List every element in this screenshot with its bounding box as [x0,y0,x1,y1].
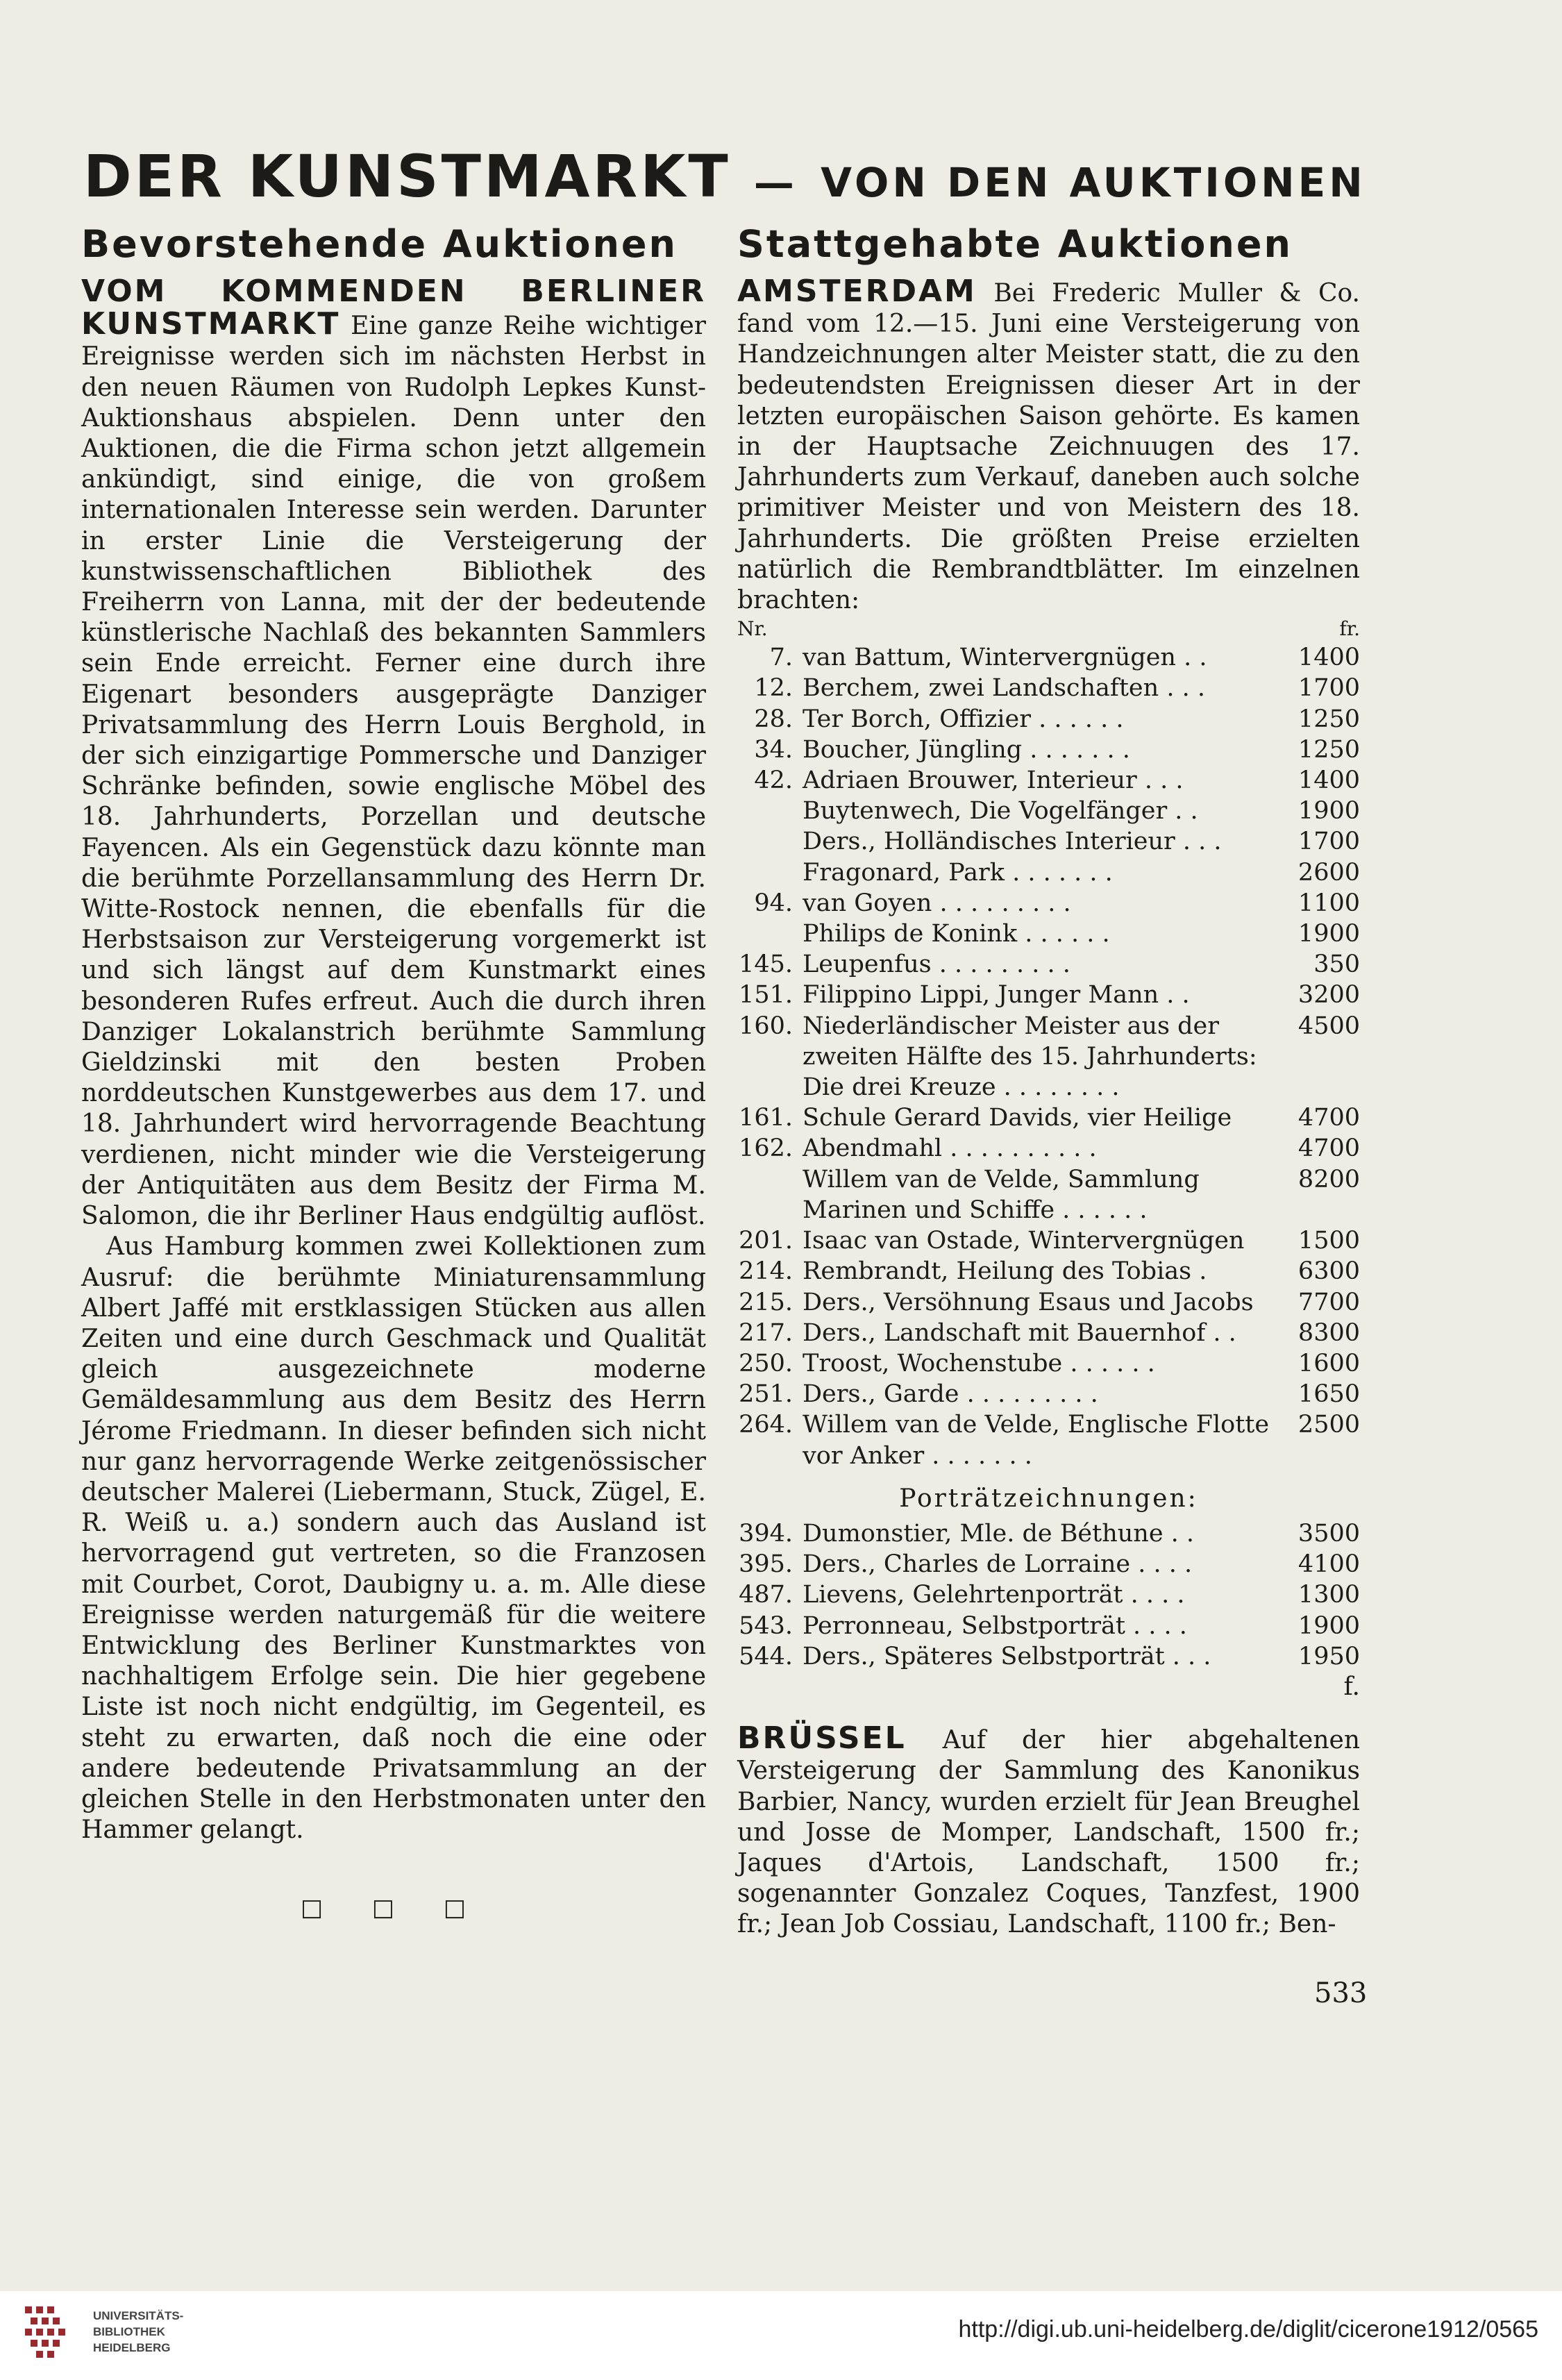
lot-number: 251. [739,1380,793,1409]
lot-number: 214. [739,1257,793,1286]
lot-description: Ders., Landschaft mit Bauernhof . . [803,1318,1236,1347]
lot-number: 161. [739,1104,793,1132]
table-row [737,980,1360,1010]
lot-price: 2600 [1298,858,1360,887]
table-row [737,704,1360,735]
table-row [737,1256,1360,1287]
lot-price: 1250 [1298,705,1360,733]
lot-description: Abendmahl . . . . . . . . . . [803,1134,1097,1163]
table-row [737,1641,1360,1672]
article-amsterdam [737,276,1360,616]
article-brussel-text: Auf der hier abgehaltenen Versteigerung der Sammlung des Kanonikus Barbier, Nancy, wurden erzielt für Jean Breughel und Josse de Momper, Landschaft, 1500 fr.; Jaques d'Artois, Landschaft, 1500 fr.; sogenannter Gonzalez Coques, Tanzfest, 1900 fr.; Jean Job Cossiau, Landschaft, 1100 fr.; Ben- [737,1726,1360,1939]
lot-number: 34. [754,735,793,764]
article-berlin-text: Eine ganze Reihe wichtiger Ereignisse werden sich im nächsten Herbst in den neuen Räumen von Rudolph Lepkes Kunst-Auktionshaus abspielen. Denn unter den Auktionen, die die Firma schon jetzt allgemein ankündigt, sind einige, die von großem internationalen Interesse sein werden. Darunter in erster Linie die Versteigerung der kunstwissenschaftlichen Bibliothek des Freiherrn von Lanna, mit der der bedeutende künstlerische Nachlaß des bekannten Sammlers sein Ende erreicht. Ferner eine durch ihre Eigenart besonders ausgeprägte Danziger Privatsammlung des Herrn Louis Berghold, in der sich einzigartige Pommersche und Danziger Schränke befinden, sowie englische Möbel des 18. Jahrhunderts, Porzellan und deutsche Fayencen. Als ein Gegenstück dazu könnte man die berühmte Porzellansammlung des Herrn Dr. Witte-Rostock nennen, die ebenfalls für die Herbstsaison zur Versteigerung vorgemerkt ist und sich längst auf dem Kunstmarkt eines besonderen Rufes erfreut. Auch die durch ihren Danziger Lokalanstrich berühmte Sammlung Gieldzinski mit den besten Proben norddeutschen Kunstgewerbes aus dem 17. und 18. Jahrhundert wird hervorragende Beachtung verdienen, nicht minder wie die Versteigerung der Antiquitäten aus dem Besitz der Firma M. Salomon, die ihr Berliner Haus endgültig auflöst. [81,312,706,1231]
lot-number: 160. [739,1012,793,1040]
lot-number: 544. [739,1642,793,1670]
title-separator: — [753,159,798,206]
table-row [737,1549,1360,1579]
lot-number: 201. [739,1227,793,1255]
lot-description: Willem van de Velde, Sammlung Marinen und Schiffe . . . . . . [803,1165,1200,1224]
lot-price: 350 [1313,950,1360,979]
lot-price: 1900 [1298,797,1360,826]
runin-brussel: BRÜSSEL [737,1720,907,1757]
lot-description: Schule Gerard Davids, vier Heilige [803,1104,1232,1132]
lot-number: 215. [739,1288,793,1316]
lot-description: Rembrandt, Heilung des Tobias . [803,1257,1207,1286]
lot-number: 250. [739,1349,793,1377]
nr-label: Nr. [737,617,768,641]
portrait-heading: Porträtzeichnungen: [899,1484,1198,1513]
lot-description: Ders., Garde . . . . . . . . . [803,1380,1098,1409]
lot-description: Ter Borch, Offizier . . . . . . [803,705,1124,733]
lot-price: 2500 [1298,1411,1360,1439]
table-row [737,949,1360,980]
table-row [737,1579,1360,1610]
lot-number [737,796,803,826]
runin-berlin: VOM KOMMENDEN BERLINER KUNSTMARKT [81,274,706,342]
table-row [737,1011,1360,1103]
table-row [737,1379,1360,1409]
lot-description: Niederländischer Meister aus der zweiten Hälfte des 15. Jahrhunderts: Die drei Kreuze . . . . . . . . [803,1012,1257,1102]
section-ornament: □ □ □ [301,1894,487,1922]
lot-number: 394. [739,1519,793,1548]
table-row [737,673,1360,703]
lot-price: 1400 [1298,766,1360,795]
lot-price: 7700 [1298,1288,1360,1316]
article-amsterdam-text: Bei Frederic Muller & Co. fand vom 12.—15. Juni eine Versteigerung von Handzeichnungen alter Meister statt, die zu den bedeutendsten Ereignissen dieser Art in der letzten europäischen Saison gehörte. Es kamen in der Hauptsache Zeichnuugen des 17. Jahrhunderts zum Verkauf, daneben auch solche primitiver Meister und von Meistern des 18. Jahrhunderts. Die größten Preise erzielten natürlich die Rembrandtblätter. Im einzelnen brachten: [737,279,1360,615]
permalink-url[interactable]: http://digi.ub.uni-heidelberg.de/diglit/cicerone1912/0565 [958,2316,1538,2343]
table-row [737,735,1360,765]
lot-number: 28. [754,705,793,733]
lot-number [737,857,803,888]
author-signature: f. [1343,1672,1360,1701]
library-name [93,2308,183,2356]
table-row [737,1164,1360,1225]
lot-number [737,919,803,949]
table-row [737,1348,1360,1379]
lot-number: 94. [754,889,793,917]
lot-price: 1700 [1298,674,1360,703]
lot-description: Filippino Lippi, Junger Mann . . [803,981,1190,1009]
lot-price: 3500 [1298,1519,1360,1548]
lot-description: Ders., Versöhnung Esaus und Jacobs [803,1288,1254,1316]
lot-price: 1700 [1298,828,1360,856]
lot-price: 1900 [1298,1611,1360,1640]
table-row [737,1518,1360,1549]
lot-number: 217. [739,1318,793,1347]
lot-description: Boucher, Jüngling . . . . . . . [803,735,1130,764]
title-main: DER KUNSTMARKT [83,142,731,210]
page-title [83,142,1366,210]
table-row [737,919,1360,949]
lot-description: Ders., Späteres Selbstporträt . . . [803,1642,1211,1670]
lot-number: 395. [739,1550,793,1579]
table-row [737,1225,1360,1256]
table-row [737,1103,1360,1133]
lot-price: 4700 [1298,1134,1360,1163]
fr-label: fr. [1339,617,1360,641]
lot-price: 3200 [1298,981,1360,1009]
lot-price: 8300 [1298,1318,1360,1347]
lot-price: 1250 [1298,735,1360,764]
lot-number: 162. [739,1134,793,1163]
library-name-line2: BIBLIOTHEK [93,2325,165,2338]
table-row [737,796,1360,826]
lot-description: Dumonstier, Mle. de Béthune . . [803,1519,1195,1548]
table-row [737,765,1360,796]
lot-price: 4100 [1298,1550,1360,1579]
library-name-line3: HEIDELBERG [93,2341,171,2354]
section-heading-upcoming: Bevorstehende Auktionen [81,222,678,266]
lot-number: 151. [739,981,793,1009]
lot-price: 8200 [1298,1165,1360,1193]
lot-number: 487. [739,1581,793,1609]
lot-price: 1400 [1298,644,1360,672]
table-row [737,1318,1360,1348]
lot-price: 1650 [1298,1380,1360,1409]
lot-description: Buytenwech, Die Vogelfänger . . [803,797,1198,826]
lot-price: 1950 [1298,1642,1360,1670]
article-hamburg: Aus Hamburg kommen zwei Kollektionen zum Ausruf: die berühmte Miniaturensammlung Albert Jaffé mit erstklassigen Stücken aus allen Zeiten und eine durch Geschmack und Qualität gleich ausgezeichnete moderne Gemäldesammlung aus dem Besitz des Herrn Jérome Friedmann. In dieser befinden sich nicht nur ganz hervorragende Werke zeitgenössischer deutscher Malerei (Liebermann, Stuck, Zügel, E. R. Weiß u. a.) sondern auch das Ausland ist hervorragend gut vertreten, so die Franzosen mit Courbet, Corot, Daubigny u. a. m. Alle diese Ereignisse werden naturgemäß für die weitere Entwicklung des Berliner Kunstmarktes von nachhaltigem Erfolge sein. Die hier gegebene Liste ist noch nicht endgültig, im Gegenteil, es steht zu erwarten, daß noch die eine oder andere bedeutende Privatsammlung an der gleichen Stelle in den Herbstmonaten unter den Hammer gelangt. [81,1232,706,1845]
lot-number: 7. [769,644,793,672]
lot-price: 1100 [1298,889,1360,917]
lot-description: van Goyen . . . . . . . . . [803,889,1071,917]
right-column [737,222,1360,1941]
table-row [737,826,1360,857]
section-heading-past: Stattgehabte Auktionen [737,222,1293,266]
lot-price: 1600 [1298,1349,1360,1377]
library-footer [0,2291,1562,2380]
title-sub: VON DEN AUKTIONEN [821,159,1366,206]
lot-number [737,826,803,857]
lot-description: Perronneau, Selbstporträt . . . . [803,1611,1187,1640]
table-row [737,642,1360,673]
table-row [737,1409,1360,1470]
lot-number: 145. [739,950,793,979]
lot-description: Adriaen Brouwer, Interieur . . . [803,766,1184,795]
page-number: 533 [1314,1977,1368,2009]
lot-description: Fragonard, Park . . . . . . . [803,858,1113,887]
lot-description: Isaac van Ostade, Wintervergnügen [803,1227,1245,1255]
library-name-line1: UNIVERSITÄTS- [93,2309,184,2322]
table-row [737,888,1360,919]
lot-description: Willem van de Velde, Englische Flotte vor Anker . . . . . . . [803,1411,1270,1470]
table-row [737,1287,1360,1318]
lot-price: 4700 [1298,1104,1360,1132]
lot-price: 1900 [1298,920,1360,948]
lot-number: 12. [754,674,793,703]
article-berlin [81,276,706,1232]
portrait-table [737,1518,1360,1672]
left-column [81,222,706,1924]
lot-number: 264. [739,1411,793,1439]
lot-description: van Battum, Wintervergnügen . . [803,644,1207,672]
article-brussel [737,1720,1360,1940]
lot-description: Leupenfus . . . . . . . . . [803,950,1070,979]
sales-column-header [737,619,1360,639]
table-row [737,1611,1360,1641]
lot-description: Berchem, zwei Landschaften . . . [803,674,1205,703]
sales-table [737,642,1360,1470]
lot-description: Ders., Holländisches Interieur . . . [803,828,1222,856]
lot-description: Lievens, Gelehrtenporträt . . . . [803,1581,1185,1609]
library-logo-icon [18,2299,87,2369]
table-row [737,857,1360,888]
lot-price: 1300 [1298,1581,1360,1609]
lot-price: 4500 [1298,1012,1360,1040]
lot-description: Ders., Charles de Lorraine . . . . [803,1550,1193,1579]
lot-number [737,1164,803,1225]
table-row [737,1133,1360,1164]
runin-amsterdam: AMSTERDAM [737,274,977,309]
lot-price: 1500 [1298,1227,1360,1255]
lot-number: 42. [754,766,793,795]
lot-price: 6300 [1298,1257,1360,1286]
lot-number: 543. [739,1611,793,1640]
lot-description: Troost, Wochenstube . . . . . . [803,1349,1155,1377]
lot-description: Philips de Konink . . . . . . [803,920,1110,948]
